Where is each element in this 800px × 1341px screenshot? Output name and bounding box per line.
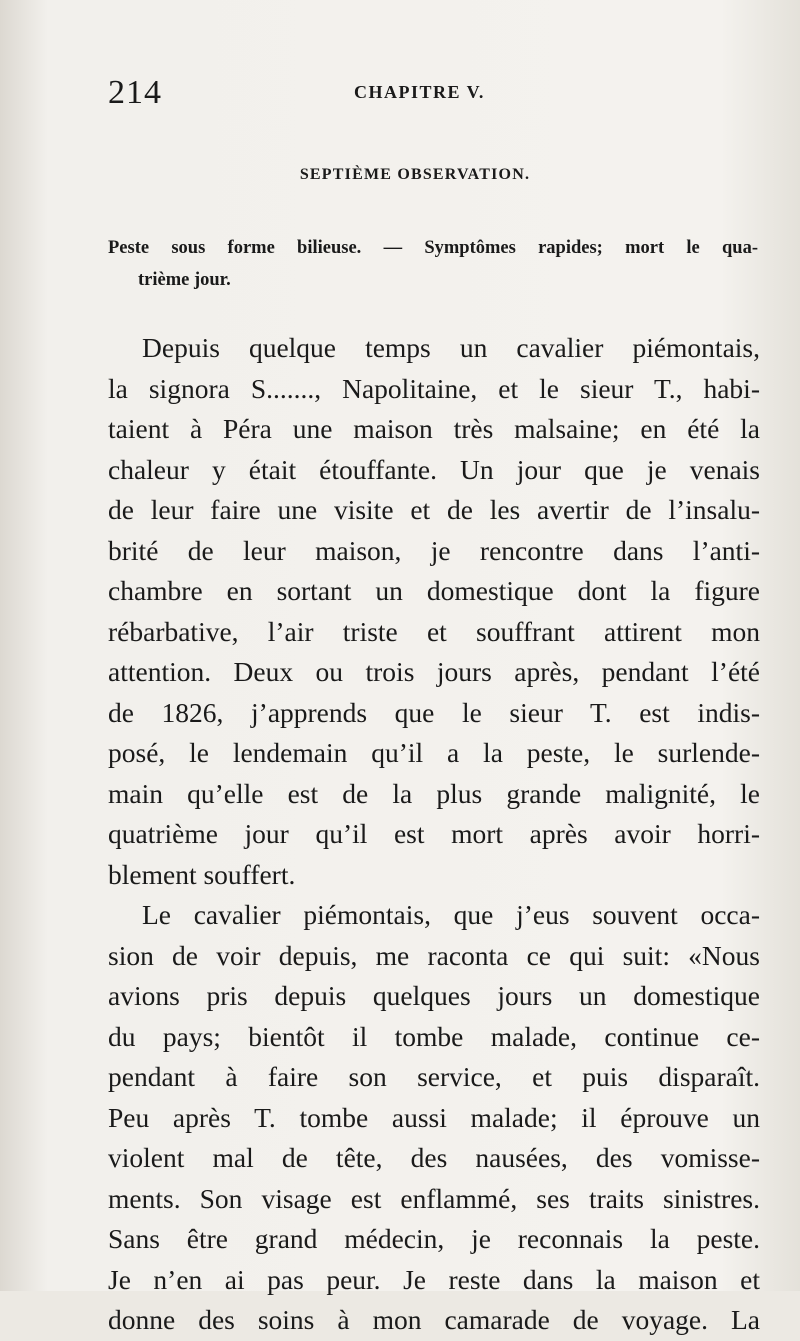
text-line: taient à Péra une maison très malsaine; en été la [108, 413, 760, 444]
text-line: Le cavalier piémontais, que j’eus souvent occa- [142, 899, 760, 930]
paragraph-1 [108, 328, 760, 895]
text-line: chaleur y était étouffante. Un jour que je venais [108, 453, 760, 485]
text-line: posé, le lendemain qu’il a la peste, le surlende- [108, 737, 760, 768]
text-line: ments. Son visage est enflammé, ses traits sinistres. [108, 1182, 760, 1214]
page-header [108, 74, 758, 114]
page-number: 214 [108, 74, 162, 111]
observation-summary [108, 232, 758, 296]
text-line: Depuis quelque temps un cavalier piémontais, [142, 332, 760, 363]
text-line: main qu’elle est de la plus grande malignité, le [108, 777, 760, 809]
text-line: de 1826, j’apprends que le sieur T. est indis- [108, 696, 760, 728]
text-line: pendant à faire son service, et puis disparaît. [108, 1061, 760, 1092]
text-line: Je n’en ai pas peur. Je reste dans la maison et [108, 1263, 760, 1295]
body-text [108, 328, 760, 1341]
section-title: SEPTIÈME OBSERVATION. [299, 166, 531, 183]
summary-line: trième jour. [138, 270, 231, 290]
text-line: attention. Deux ou trois jours après, pendant l’été [108, 656, 760, 687]
text-line: violent mal de tête, des nausées, des vomisse- [108, 1142, 760, 1173]
text-line: quatrième jour qu’il est mort après avoir horri- [108, 818, 760, 849]
text-line: Peu après T. tombe aussi malade; il éprouve un [108, 1101, 760, 1133]
paragraph-2 [108, 895, 760, 1341]
text-line: donne des soins à mon camarade de voyage. La [108, 1304, 760, 1335]
text-line: du pays; bientôt il tombe malade, continue ce- [108, 1020, 760, 1052]
text-line: blement souffert. [108, 858, 296, 890]
text-line: sion de voir depuis, me raconta ce qui suit: «Nous [108, 939, 760, 971]
running-head: CHAPITRE V. [354, 82, 485, 102]
text-line: brité de leur maison, je rencontre dans l’anti- [108, 534, 760, 566]
text-line: la signora S......., Napolitaine, et le sieur T., habi- [108, 372, 760, 404]
text-line: chambre en sortant un domestique dont la figure [108, 575, 760, 606]
text-line: avions pris depuis quelques jours un domestique [108, 980, 760, 1011]
text-line: Sans être grand médecin, je reconnais la peste. [108, 1223, 760, 1254]
summary-line: Peste sous forme bilieuse. — Symptômes rapides; mort le qua- [108, 238, 758, 258]
text-line: de leur faire une visite et de les avertir de l’insalu- [108, 494, 760, 525]
text-line: rébarbative, l’air triste et souffrant attirent mon [108, 615, 760, 647]
